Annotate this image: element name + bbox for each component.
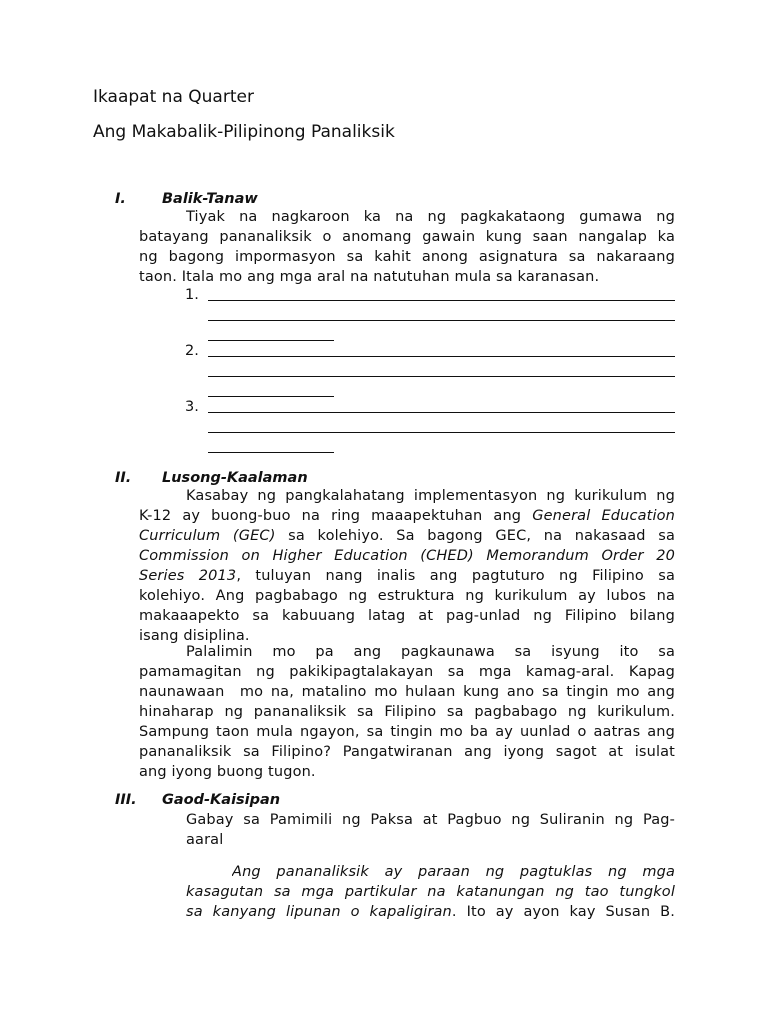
answer-line[interactable] [208,412,675,413]
section-2-text-line: pananaliksik sa Filipino? Pangatwiranan ang iyong sagot at isulat [139,744,675,760]
section-2-text-line: Palalimin mo pa ang pagkaunawa sa isyung ito sa [186,644,675,660]
answer-item-number: 1. [185,287,199,303]
section-2-text-line: naunawaan mo na, matalino mo hulaan kung ano sa tingin mo ang [139,684,675,700]
guide-title-line: Gabay sa Pamimili ng Paksa at Pagbuo ng Suliranin ng Pag- [186,812,675,828]
section-1-numeral: I. [115,191,126,207]
quote-line: kasagutan sa mga partikular na katanungan ng tao tungkol [186,884,675,900]
answer-line[interactable] [208,340,334,341]
section-1-text-line: taon. Itala mo ang mga aral na natutuhan mula sa karanasan. [139,269,600,285]
answer-line[interactable] [208,320,675,321]
section-2-text-line: kolehiyo. Ang pagbabago ng estruktura ng kurikulum ay lubos na [139,588,675,604]
section-1-text-line: batayang pananaliksik o anomang gawain kung saan nangalap ka [139,229,675,245]
quote-line: sa kanyang lipunan o kapaligiran. Ito ay ayon kay Susan B. [186,904,675,920]
guide-title-line: aaral [186,832,224,848]
section-2-text-line: hinaharap ng pananaliksik sa Filipino sa pagbabago ng kurikulum. [139,704,675,720]
section-1-text-line: ng bagong impormasyon sa kahit anong asignatura sa nakaraang [139,249,675,265]
section-2-text-line: ang iyong buong tugon. [139,764,316,780]
answer-line[interactable] [208,452,334,453]
section-2-text-line: makaaapekto sa kabuuang latag at pag-unlad ng Filipino bilang [139,608,675,624]
quote-line: Ang pananaliksik ay paraan ng pagtuklas ng mga [232,864,675,880]
section-1-text-line: Tiyak na nagkaroon ka na ng pagkakataong gumawa ng [186,209,675,225]
answer-line[interactable] [208,376,675,377]
answer-line[interactable] [208,356,675,357]
section-3-title: Gaod-Kaisipan [162,792,281,808]
answer-item-number: 3. [185,399,199,415]
section-1-title: Balik-Tanaw [162,191,258,207]
answer-item-number: 2. [185,343,199,359]
section-3-numeral: III. [115,792,137,808]
section-2-numeral: II. [115,470,132,486]
section-2-text-line: Sampung taon mula ngayon, sa tingin mo ba ay uunlad o aatras ang [139,724,675,740]
section-2-text-line: pamamagitan ng pakikipagtalakayan sa mga kamag-aral. Kapag [139,664,675,680]
quarter-heading: Ikaapat na Quarter [93,87,254,107]
section-2-text-line: isang disiplina. [139,628,250,644]
section-2-title: Lusong-Kaalaman [162,470,308,486]
lesson-title: Ang Makabalik-Pilipinong Panaliksik [93,122,395,142]
section-2-text-line: Series 2013, tuluyan nang inalis ang pagtuturo ng Filipino sa [139,568,675,584]
answer-line[interactable] [208,396,334,397]
section-2-text-line: K-12 ay buong-buo na ring maaapektuhan ang General Education [139,508,675,524]
answer-line[interactable] [208,300,675,301]
section-2-text-line: Kasabay ng pangkalahatang implementasyon ng kurikulum ng [186,488,675,504]
section-2-text-line: Commission on Higher Education (CHED) Memorandum Order 20 [139,548,675,564]
section-2-text-line: Curriculum (GEC) sa kolehiyo. Sa bagong GEC, na nakasaad sa [139,528,675,544]
answer-line[interactable] [208,432,675,433]
